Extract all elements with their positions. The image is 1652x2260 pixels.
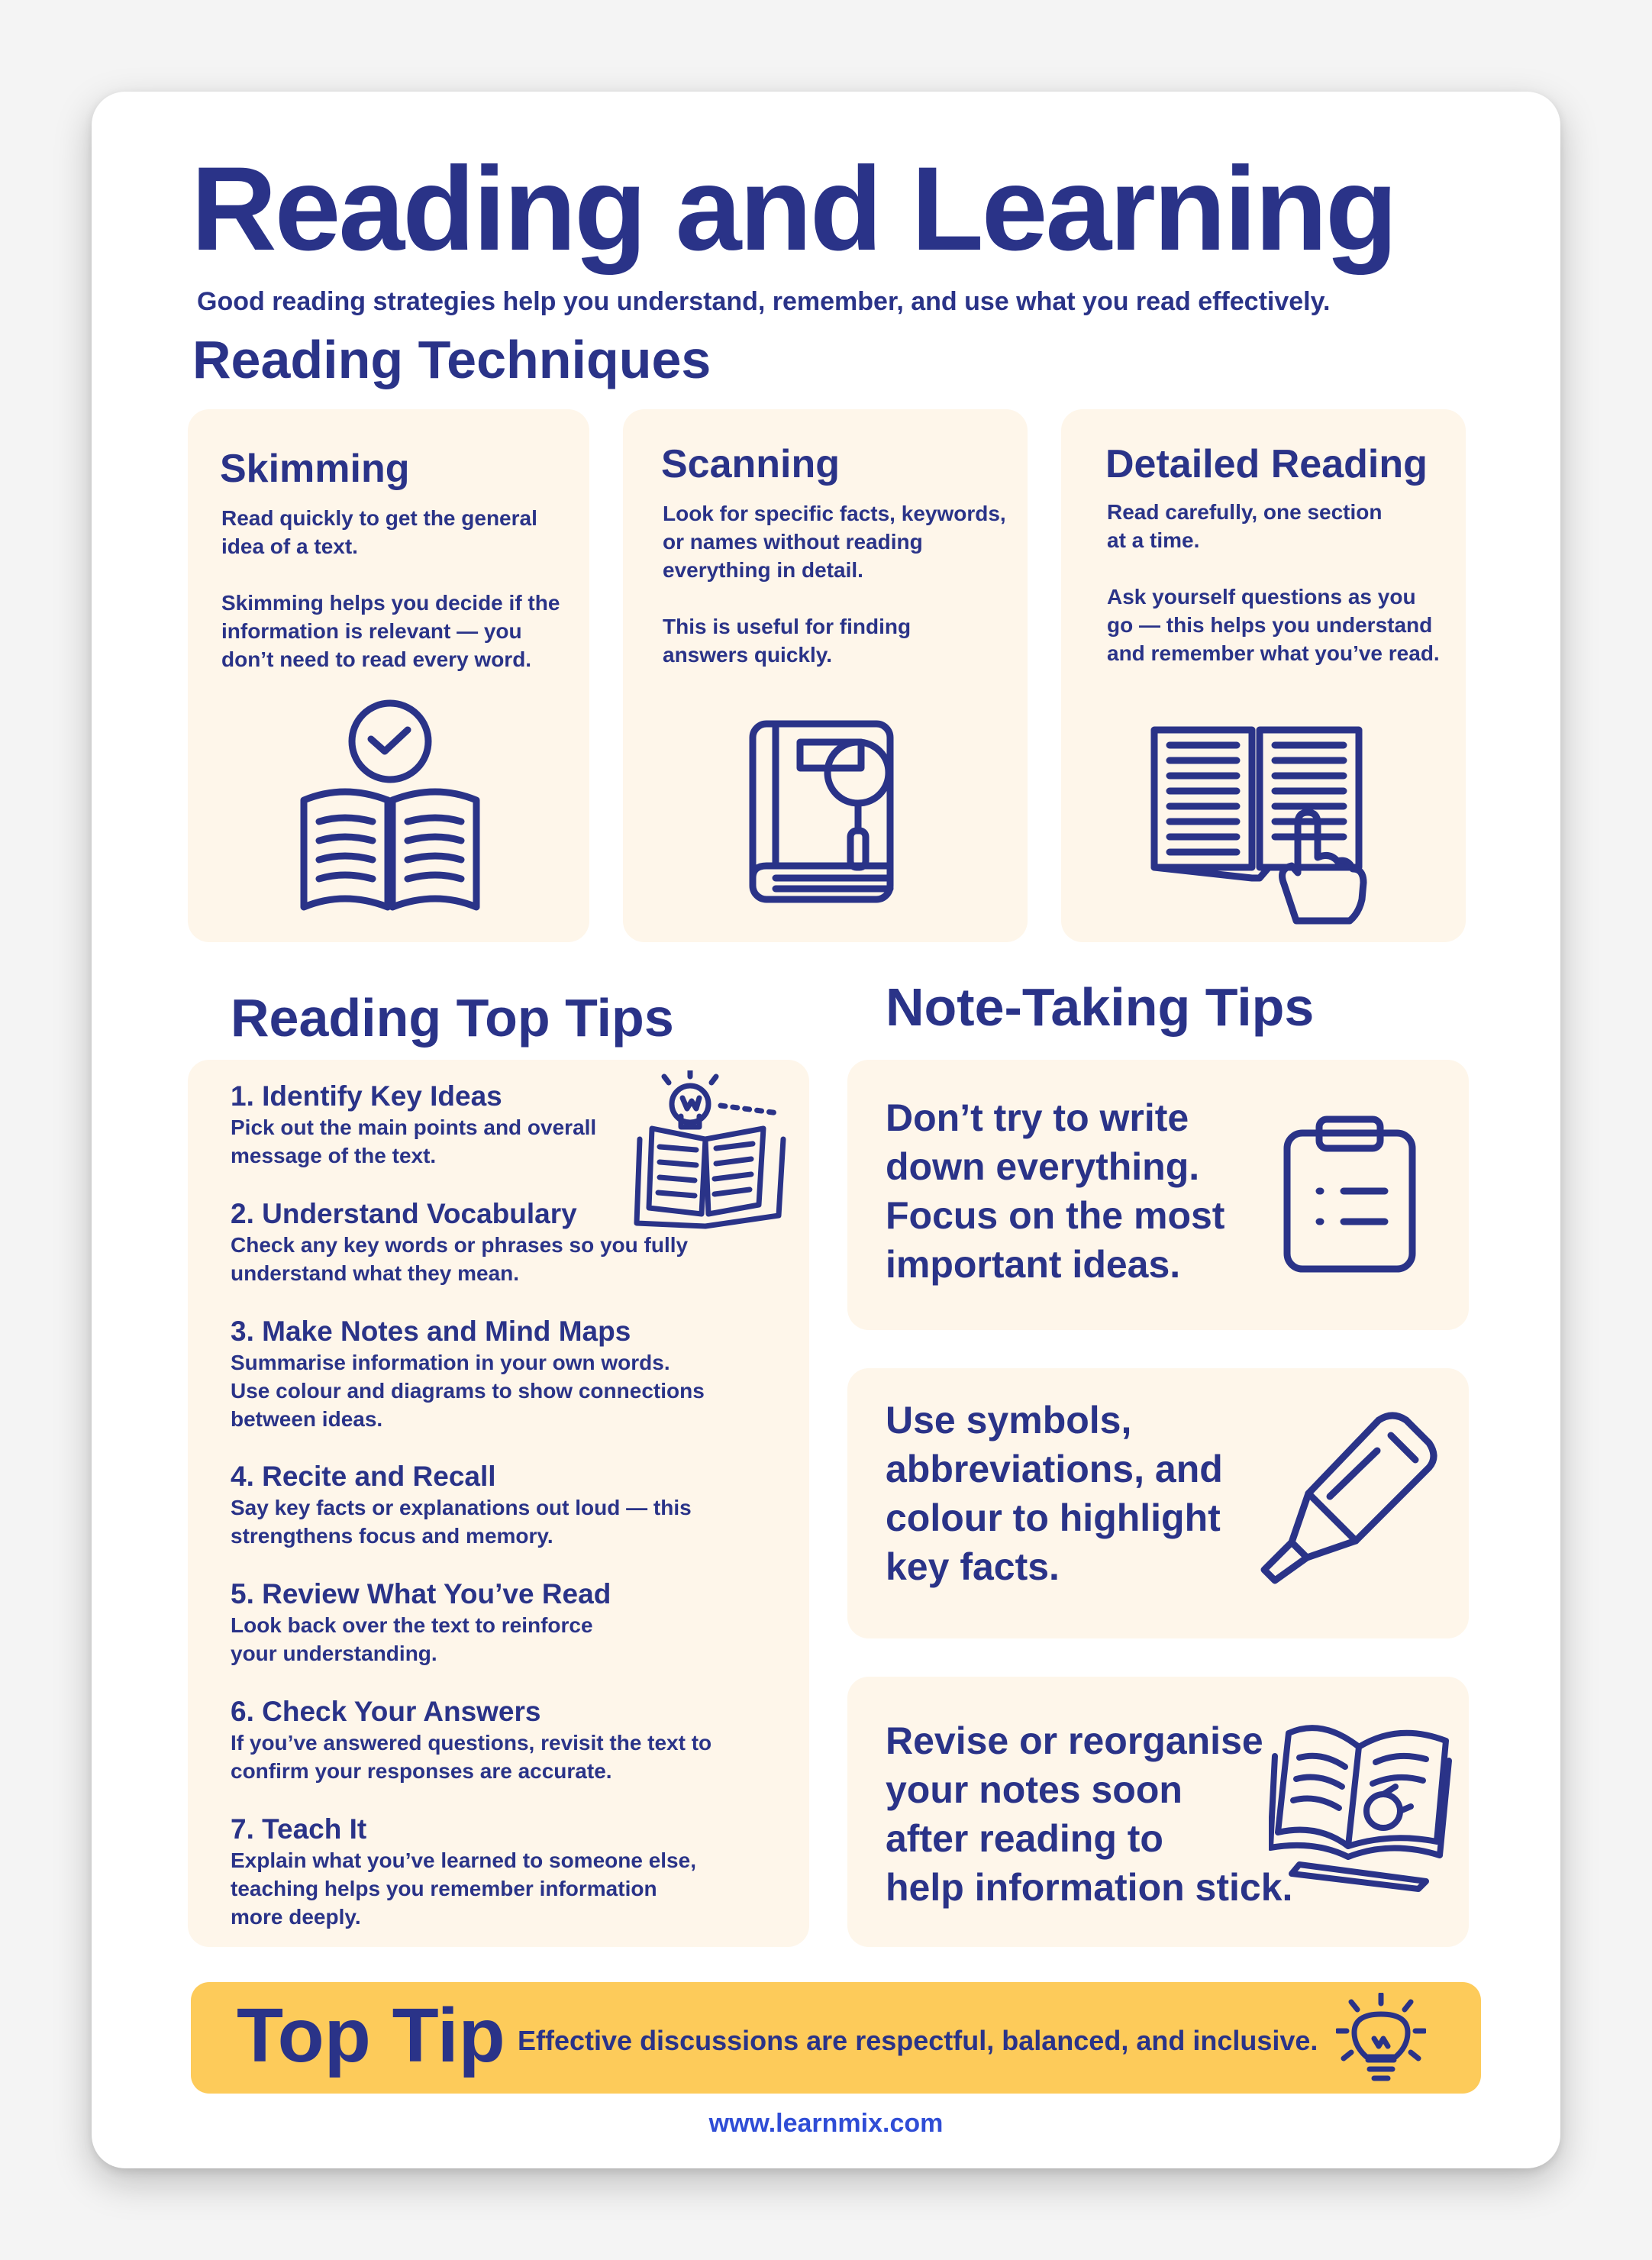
tip-item bbox=[231, 1080, 596, 1170]
tip-item bbox=[231, 1315, 705, 1433]
lightbulb-icon bbox=[1336, 1993, 1426, 2087]
tip-item bbox=[231, 1695, 711, 1785]
tip-text: Look back over the text to reinforce your understanding. bbox=[231, 1613, 593, 1665]
tip-item bbox=[231, 1197, 688, 1287]
tip-item bbox=[231, 1577, 611, 1668]
tip-text: If you’ve answered questions, revisit the text to confirm your responses are accurate. bbox=[231, 1731, 712, 1783]
tip-text: Explain what you’ve learned to someone else, teaching helps you remember information more deeply. bbox=[231, 1848, 696, 1929]
tip-text: Check any key words or phrases so you fully understand what they mean. bbox=[231, 1233, 689, 1285]
page-subtitle: Good reading strategies help you understand, remember, and use what you read effectively. bbox=[197, 287, 1331, 316]
book-with-pointing-hand-icon bbox=[1147, 716, 1368, 930]
website-link[interactable]: www.learnmix.com bbox=[708, 2109, 944, 2138]
technique-text: Read carefully, one section at a time. Ask yourself questions as you go — this helps you understand and remember what you’ve read. bbox=[1107, 500, 1440, 665]
book-with-magnifier-icon bbox=[745, 716, 913, 907]
top-tips-heading: Reading Top Tips bbox=[231, 988, 674, 1048]
page-title: Reading and Learning bbox=[191, 143, 1396, 276]
note-card bbox=[847, 1368, 1469, 1638]
note-card bbox=[847, 1677, 1469, 1947]
tip-title: 5. Review What You’ve Read bbox=[231, 1578, 611, 1609]
tip-text: Say key facts or explanations out loud — this strengthens focus and memory. bbox=[231, 1496, 692, 1548]
technique-text: Look for specific facts, keywords, or names without reading everything in detail. This is useful for finding answers quickly. bbox=[663, 502, 1006, 667]
top-tip-label: Top Tip bbox=[237, 1993, 505, 2078]
highlighter-icon bbox=[1257, 1411, 1440, 1594]
top-tip-bar bbox=[191, 1982, 1481, 2094]
note-tips-heading: Note-Taking Tips bbox=[886, 977, 1315, 1037]
tip-title: 2. Understand Vocabulary bbox=[231, 1198, 577, 1229]
book-with-pencil-icon bbox=[1269, 1710, 1457, 1898]
tip-title: 7. Teach It bbox=[231, 1813, 367, 1845]
note-text: Use symbols, abbreviations, and colour to highlight key facts. bbox=[886, 1399, 1223, 1588]
technique-card-scanning bbox=[623, 409, 1028, 942]
tip-item bbox=[231, 1813, 696, 1931]
technique-text: Read quickly to get the general idea of a text. Skimming helps you decide if the information is relevant — you don’t need to read every word. bbox=[221, 506, 560, 671]
tip-text: Summarise information in your own words. Use colour and diagrams to show connections between ideas. bbox=[231, 1351, 705, 1431]
tip-title: 6. Check Your Answers bbox=[231, 1696, 541, 1727]
technique-card-detailed-reading bbox=[1061, 409, 1466, 942]
technique-card-skimming bbox=[188, 409, 589, 942]
technique-title: Scanning bbox=[661, 442, 841, 486]
note-text: Don’t try to write down everything. Focus on the most important ideas. bbox=[886, 1096, 1225, 1286]
tip-text: Pick out the main points and overall message of the text. bbox=[231, 1115, 597, 1167]
technique-title: Detailed Reading bbox=[1105, 442, 1428, 486]
note-card bbox=[847, 1060, 1469, 1330]
tip-title: 3. Make Notes and Mind Maps bbox=[231, 1316, 631, 1347]
tip-item bbox=[231, 1460, 692, 1550]
technique-title: Skimming bbox=[220, 447, 410, 491]
tip-title: 4. Recite and Recall bbox=[231, 1461, 496, 1492]
techniques-heading: Reading Techniques bbox=[192, 330, 711, 389]
clock-over-open-book-icon bbox=[295, 699, 486, 913]
clipboard-icon bbox=[1281, 1115, 1418, 1275]
tip-title: 1. Identify Key Ideas bbox=[231, 1080, 502, 1112]
top-tip-text: Effective discussions are respectful, balanced, and inclusive. bbox=[518, 2025, 1318, 2056]
top-tips-card bbox=[188, 1060, 809, 1947]
note-text: Revise or reorganise your notes soon after reading to help information stick. bbox=[886, 1719, 1293, 1909]
